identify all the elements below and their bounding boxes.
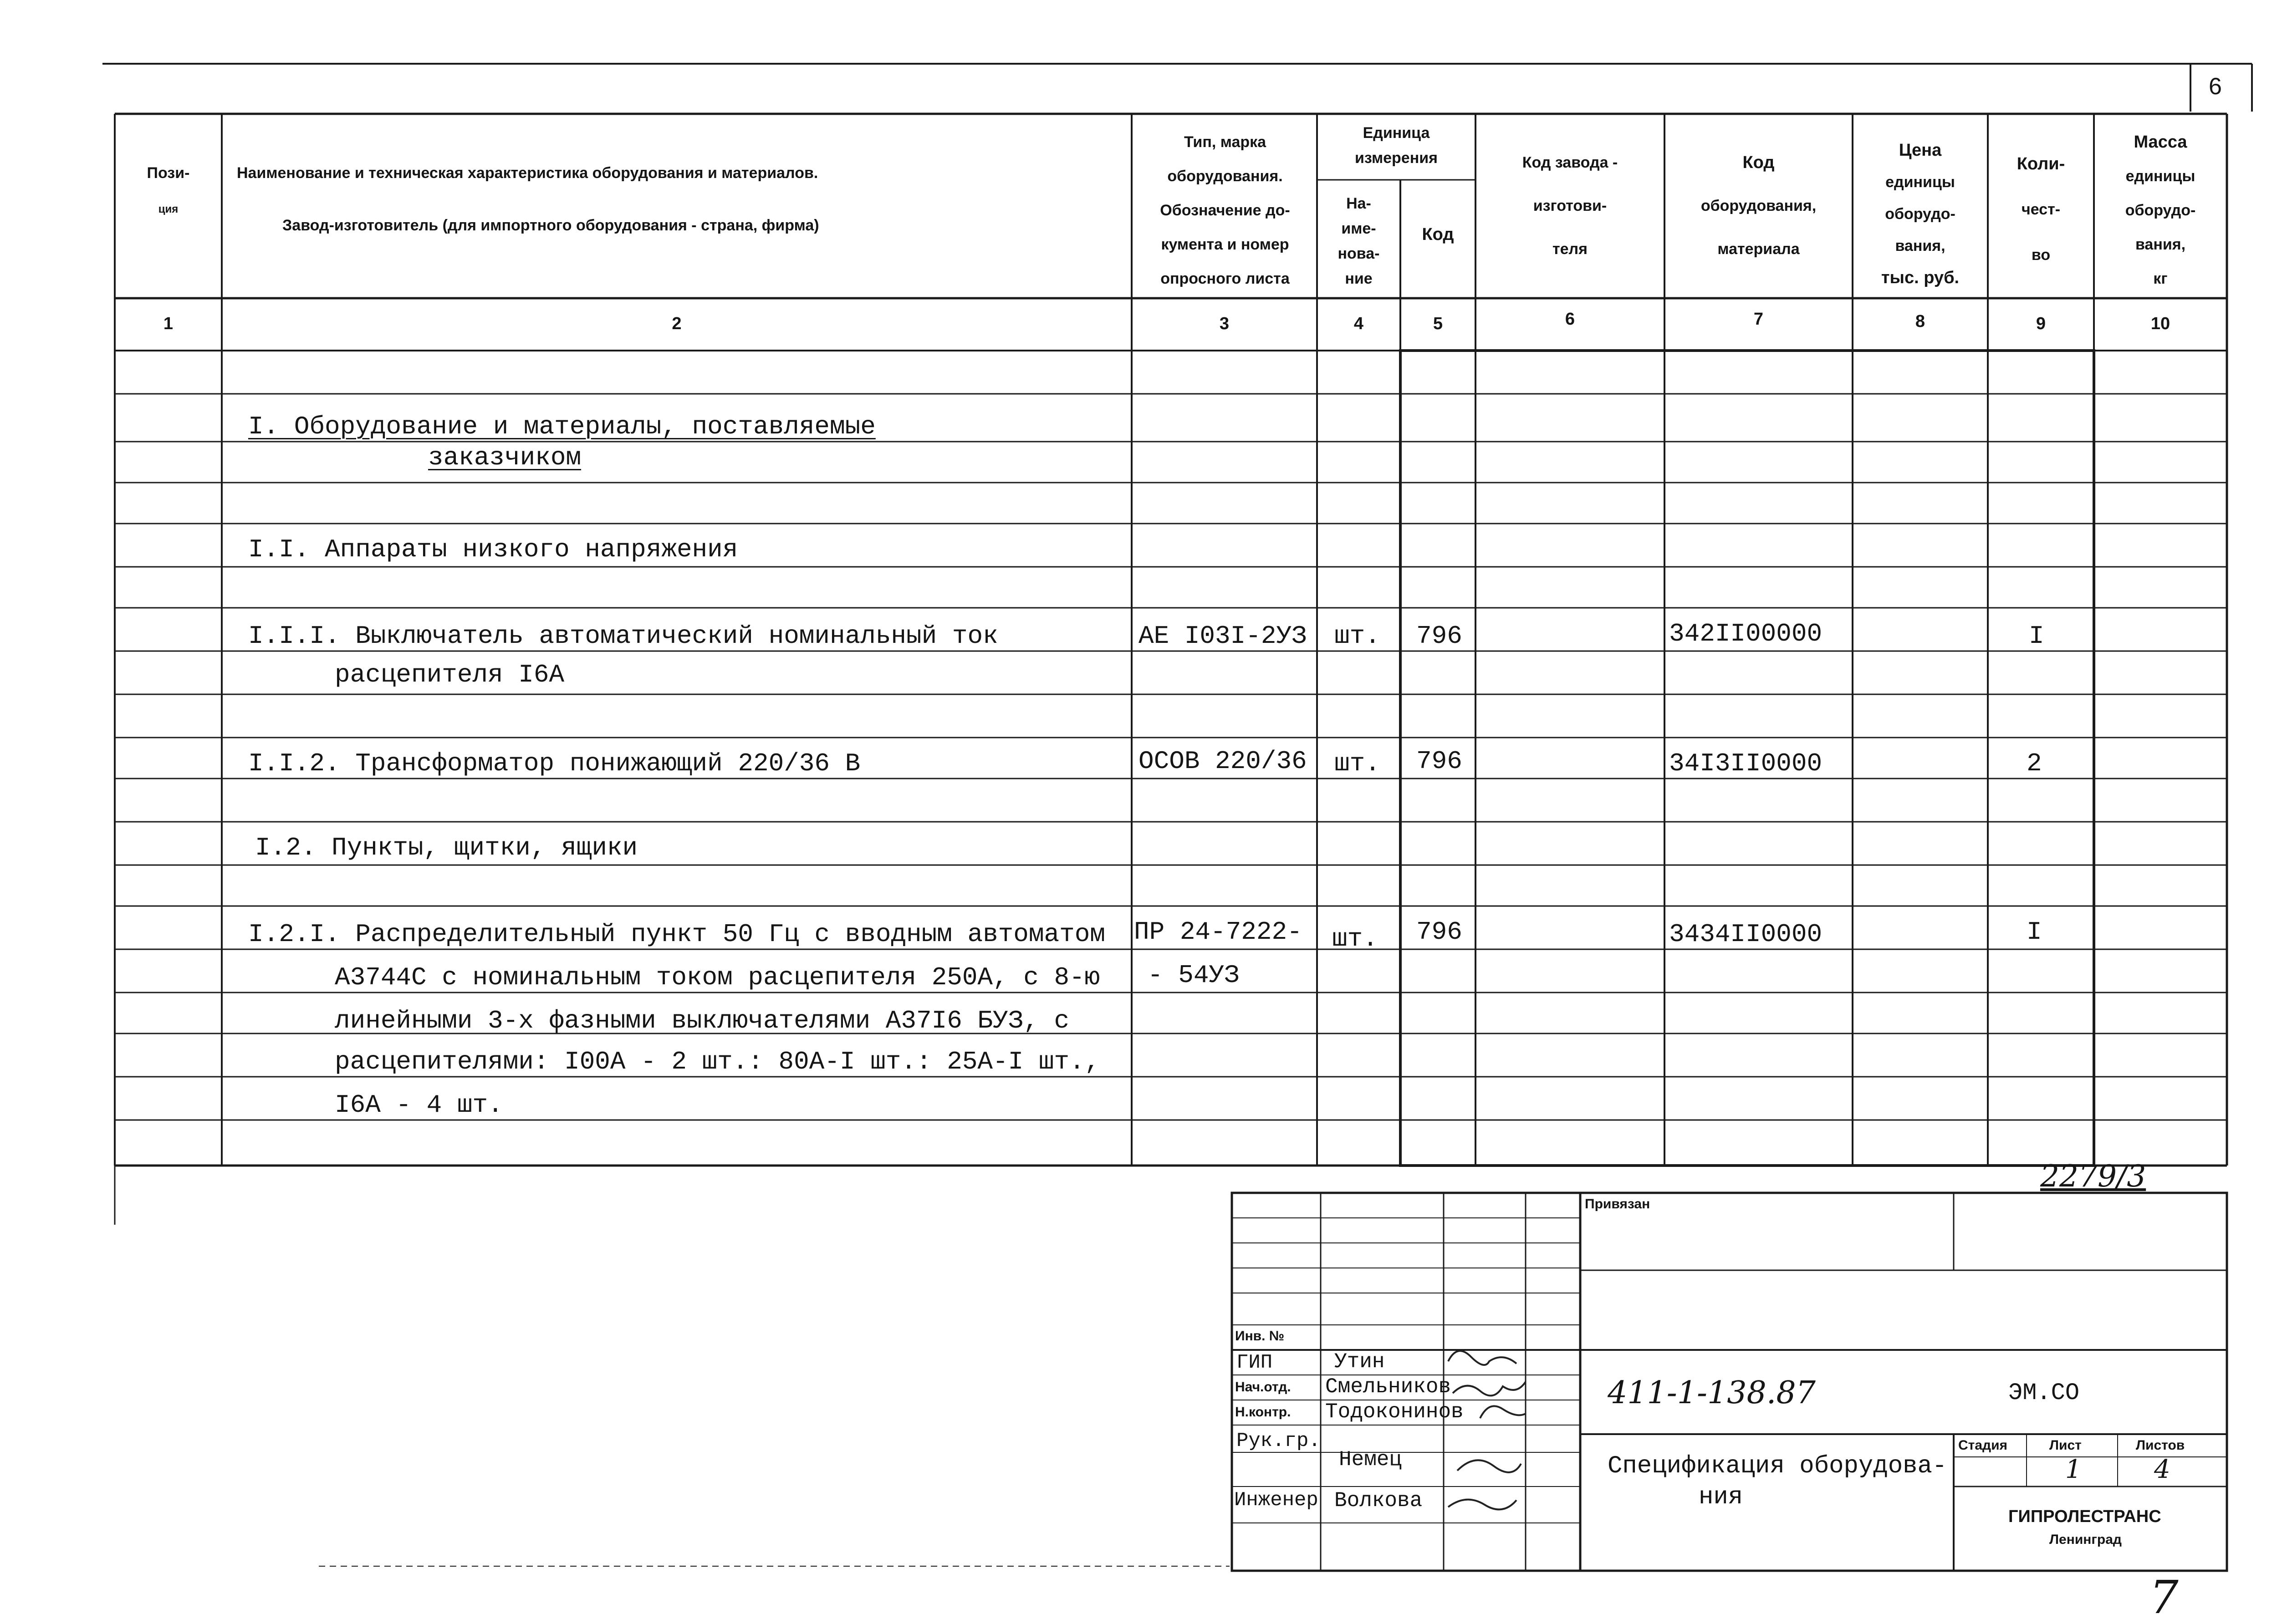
- col-number-10: 10: [2150, 314, 2170, 333]
- stamp-stadiya-label: Стадия: [1958, 1438, 2008, 1453]
- stamp-role-nach: Нач.отд.: [1235, 1380, 1291, 1395]
- item-1-1-1-unit: шт.: [1334, 621, 1380, 651]
- header-col9: Коли- чест- во: [2017, 154, 2065, 264]
- item-1-2-1-unit: шт.: [1332, 924, 1378, 953]
- item-1-1-2-unit: шт.: [1334, 749, 1380, 778]
- item-1-2-1-qty: I: [2027, 917, 2042, 947]
- page-mark: 7: [2149, 1571, 2179, 1624]
- item-1-2-1-unit-code: 796: [1416, 917, 1462, 947]
- item-1-2-1-type-line2: - 54УЗ: [1148, 961, 1240, 990]
- stamp-title-line1: Спецификация оборудова-: [1608, 1452, 1947, 1480]
- item-1-2-1-name-line1: I.2.I. Распределительный пункт 50 Гц с вводным автоматом: [248, 920, 1105, 949]
- col-number-5: 5: [1433, 314, 1443, 333]
- col-number-8: 8: [1915, 312, 1925, 331]
- stamp-inv: Инв. №: [1235, 1329, 1285, 1344]
- col-number-3: 3: [1219, 314, 1230, 333]
- stamp-listov-label: Листов: [2136, 1438, 2185, 1453]
- stamp-number-above: 2279/3: [2040, 1159, 2146, 1194]
- header-col1: Пози- ция: [147, 164, 190, 215]
- item-1-1-2-name: I.I.2. Трансформатор понижающий 220/36 В: [248, 749, 861, 778]
- col-number-1: 1: [163, 314, 174, 333]
- item-1-2-1-type-line1: ПР 24-7222-: [1134, 917, 1302, 947]
- item-1-2-1-equip-code: 3434II0000: [1669, 920, 1823, 949]
- item-1-1-1-name-cont: расцепителя I6А: [335, 660, 565, 689]
- stamp-project-code: 411-1-138.87: [1608, 1375, 1816, 1411]
- stamp-name-5: Волкова: [1334, 1489, 1423, 1512]
- col-number-7: 7: [1753, 310, 1764, 329]
- stamp-privyazan: Привязан: [1585, 1196, 1650, 1212]
- header-col2-line1: Наименование и техническая характеристика оборудования и материалов.: [237, 164, 818, 182]
- stamp-city: Ленинград: [2049, 1532, 2122, 1547]
- section-1-title: I. Оборудование и материалы, поставляемые: [248, 412, 876, 441]
- item-1-1-1-qty: I: [2029, 621, 2044, 651]
- stamp-listov-value: 4: [2154, 1455, 2170, 1484]
- item-1-2-1-name-line4: расцепителями: I00А - 2 шт.: 80А-I шт.: 25А-I шт.,: [335, 1047, 1100, 1076]
- header-col7: Код оборудования, материала: [1700, 153, 1817, 258]
- stamp-doc-code: ЭМ.СО: [2008, 1380, 2080, 1406]
- item-1-1-2-type: ОСОВ 220/36: [1138, 747, 1307, 776]
- item-1-1-1-equip-code: 342II00000: [1669, 619, 1823, 648]
- header-unit-group: Единица измерения: [1355, 124, 1438, 167]
- stamp-role-nkontr: Н.контр.: [1235, 1405, 1291, 1420]
- stamp-role-inzhener: Инженер: [1234, 1489, 1318, 1512]
- stamp-name-4: Немец: [1339, 1448, 1402, 1471]
- item-1-1-1-unit-code: 796: [1416, 621, 1462, 651]
- item-1-2-1-name-line3: линейными 3-х фазными выключателями А37I6 БУЗ, с: [335, 1006, 1070, 1035]
- stamp-title-line2: ния: [1699, 1483, 1743, 1511]
- col-number-6: 6: [1565, 310, 1575, 329]
- section-1-1-title: I.I. Аппараты низкого напряжения: [248, 535, 738, 564]
- item-1-1-2-unit-code: 796: [1416, 747, 1462, 776]
- header-col3: Тип, марка оборудования. Обозначение до- кумента и номер опросного листа: [1160, 133, 1290, 287]
- col-number-2: 2: [672, 314, 682, 333]
- header-col10: Масса единицы оборудо- вания, кг: [2125, 132, 2196, 287]
- header-col5: Код: [1422, 225, 1454, 244]
- stamp-role-gip: ГИП: [1236, 1351, 1273, 1374]
- header-col2-line2: Завод-изготовитель (для импортного оборудования - страна, фирма): [282, 217, 819, 234]
- stamp-name-2: Смельников: [1325, 1375, 1451, 1399]
- item-1-1-1-type: АЕ I03I-2УЗ: [1138, 621, 1307, 651]
- stamp-org: ГИПРОЛЕСТРАНС: [2008, 1507, 2161, 1526]
- col-number-9: 9: [2036, 314, 2046, 333]
- col-number-4: 4: [1353, 314, 1364, 333]
- section-1-2-title: I.2. Пункты, щитки, ящики: [255, 833, 638, 862]
- item-1-1-2-equip-code: 34I3II0000: [1669, 749, 1823, 778]
- item-1-1-1-name: I.I.I. Выключатель автоматический номинальный ток: [248, 621, 998, 651]
- sheet-number: 6: [2209, 73, 2222, 100]
- stamp-name-1: Утин: [1334, 1350, 1385, 1374]
- section-1-title-cont: заказчиком: [428, 443, 582, 472]
- stamp-role-rukgr: Рук.гр.: [1236, 1430, 1321, 1452]
- stamp-list-label: Лист: [2049, 1438, 2082, 1453]
- header-col8: Цена единицы оборудо- вания, тыс. руб.: [1881, 141, 1960, 287]
- header-col4: На- име- нова- ние: [1338, 195, 1380, 287]
- item-1-2-1-name-line5: I6А - 4 шт.: [335, 1090, 503, 1120]
- stamp-name-3: Тодоконинов: [1325, 1400, 1464, 1424]
- item-1-2-1-name-line2: А3744С с номинальным током расцепителя 250А, с 8-ю: [335, 963, 1100, 992]
- stamp-list-value: 1: [2065, 1455, 2082, 1484]
- item-1-1-2-qty: 2: [2027, 749, 2042, 778]
- header-col6: Код завода - изготови- теля: [1522, 154, 1618, 258]
